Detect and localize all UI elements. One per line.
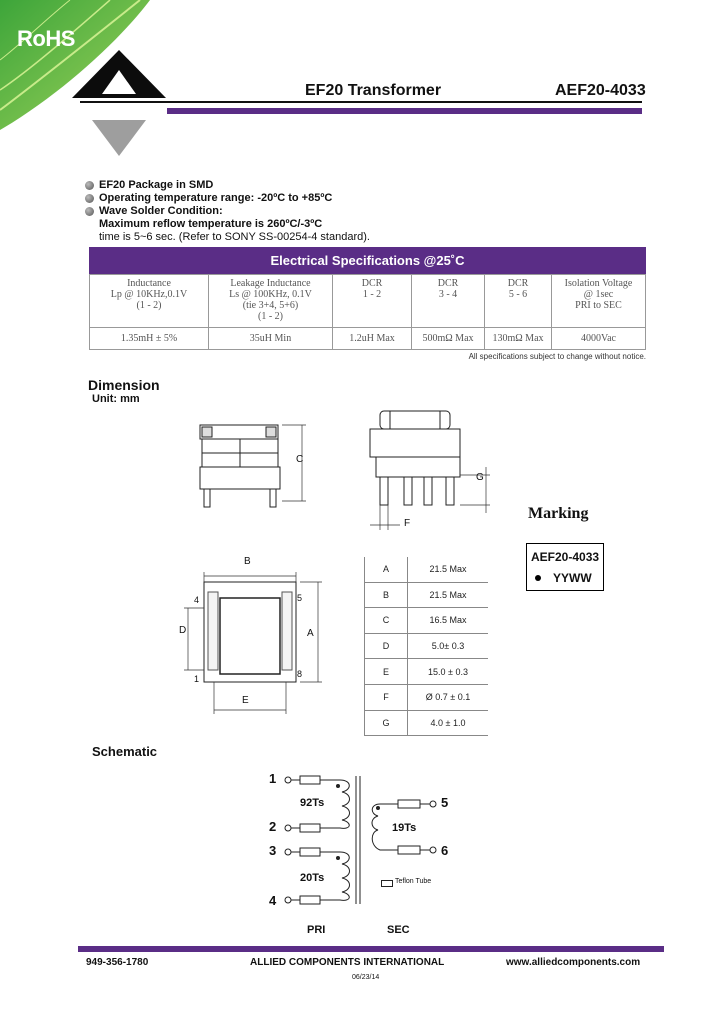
- dim-label-e: E: [242, 695, 249, 706]
- bullet-icon: [85, 181, 94, 190]
- feature-item: Wave Solder Condition:: [85, 205, 370, 218]
- dimension-row: E 15.0 ± 0.3: [365, 659, 489, 685]
- marking-line1: AEF20-4033: [531, 550, 600, 564]
- dim-label-f: F: [404, 518, 411, 529]
- sec-label: SEC: [387, 924, 410, 936]
- spec-table: [89, 274, 646, 350]
- front-view-drawing: [360, 405, 500, 535]
- page-title: EF20 Transformer: [305, 82, 442, 99]
- turns-label-primary-b: 20Ts: [300, 872, 325, 884]
- spec-note: All specifications subject to change without notice.: [468, 352, 646, 361]
- pin-label-8: 8: [297, 669, 303, 679]
- turns-label-primary-a: 92Ts: [300, 797, 325, 809]
- marking-box: [526, 543, 604, 591]
- pin-label-4: 4: [194, 595, 200, 605]
- pri-label: PRI: [307, 924, 326, 936]
- spec-header-dcr-12: DCR 1 - 2: [333, 275, 412, 328]
- part-number: AEF20-4033: [555, 82, 646, 99]
- top-view-drawing: [180, 568, 330, 718]
- schematic-pin-2: 2: [269, 819, 277, 834]
- footer-company: ALLIED COMPONENTS INTERNATIONAL: [250, 957, 445, 968]
- spec-table-title: Electrical Specifications @25˚C: [89, 247, 646, 274]
- spec-header-inductance: Inductance Lp @ 10KHz,0.1V (1 - 2): [90, 275, 209, 328]
- rohs-label: RoHS: [17, 26, 75, 51]
- dim-label-a: A: [307, 628, 314, 639]
- footer-date: 06/23/14: [352, 974, 380, 981]
- dimension-row: G 4.0 ± 1.0: [365, 710, 489, 736]
- dimension-row: C 16.5 Max: [365, 608, 489, 634]
- dimension-table: [364, 557, 488, 736]
- feature-list: [85, 179, 370, 244]
- dimension-row: D 5.0± 0.3: [365, 633, 489, 659]
- spec-value: 35uH Min: [209, 328, 333, 350]
- spec-header-isolation: Isolation Voltage @ 1sec PRI to SEC: [552, 275, 646, 328]
- footer-website: www.alliedcomponents.com: [506, 957, 641, 968]
- bullet-icon: [85, 194, 94, 203]
- pin-label-5: 5: [297, 593, 303, 603]
- pin-label-1: 1: [194, 674, 200, 684]
- dimension-row: A 21.5 Max: [365, 557, 489, 582]
- header-rule: [80, 101, 642, 103]
- spec-value: 130mΩ Max: [485, 328, 552, 350]
- dimension-row: B 21.5 Max: [365, 582, 489, 608]
- feature-subitem: Maximum reflow temperature is 260ºC/-3ºC: [99, 218, 323, 230]
- teflon-tube-legend-label: Teflon Tube: [395, 878, 432, 885]
- header-purple-bar: [167, 108, 642, 114]
- dimension-title: Dimension: [88, 377, 160, 393]
- pin1-dot-icon: [535, 575, 541, 581]
- dimension-unit: Unit: mm: [92, 393, 140, 405]
- dimension-row: F Ø 0.7 ± 0.1: [365, 684, 489, 710]
- spec-header-dcr-56: DCR 5 - 6: [485, 275, 552, 328]
- spec-value: 1.35mH ± 5%: [90, 328, 209, 350]
- marking-line2: YYWW: [553, 571, 592, 585]
- side-view-drawing: [190, 415, 320, 515]
- feature-subitem: time is 5~6 sec. (Refer to SONY SS-00254-4 standard).: [99, 231, 370, 243]
- spec-header-row: [90, 275, 646, 328]
- spec-value: 1.2uH Max: [333, 328, 412, 350]
- spec-header-leakage: Leakage Inductance Ls @ 100KHz, 0.1V (tie 3+4, 5+6) (1 - 2): [209, 275, 333, 328]
- spec-value: 4000Vac: [552, 328, 646, 350]
- dim-label-d: D: [179, 625, 187, 636]
- spec-header-dcr-34: DCR 3 - 4: [412, 275, 485, 328]
- schematic-pin-6: 6: [441, 843, 449, 858]
- footer-phone: 949-356-1780: [86, 957, 149, 968]
- feature-item: EF20 Package in SMD: [85, 179, 370, 192]
- schematic-pin-1: 1: [269, 771, 277, 786]
- feature-item: Operating temperature range: -20ºC to +85ºC: [85, 192, 370, 205]
- bullet-icon: [85, 207, 94, 216]
- company-logo: [72, 48, 167, 158]
- turns-label-secondary: 19Ts: [392, 822, 417, 834]
- schematic-pin-5: 5: [441, 795, 449, 810]
- marking-title: Marking: [528, 505, 589, 522]
- schematic-title: Schematic: [92, 744, 158, 759]
- dim-label-b: B: [244, 556, 251, 567]
- spec-value-row: [90, 328, 646, 350]
- dim-label-g: G: [476, 472, 484, 483]
- spec-value: 500mΩ Max: [412, 328, 485, 350]
- teflon-tube-legend-icon: [381, 880, 393, 887]
- schematic-pin-3: 3: [269, 843, 277, 858]
- dim-label-c: C: [296, 454, 304, 465]
- schematic-pin-4: 4: [269, 893, 277, 908]
- schematic-drawing: [280, 770, 440, 910]
- footer-purple-bar: [78, 946, 664, 952]
